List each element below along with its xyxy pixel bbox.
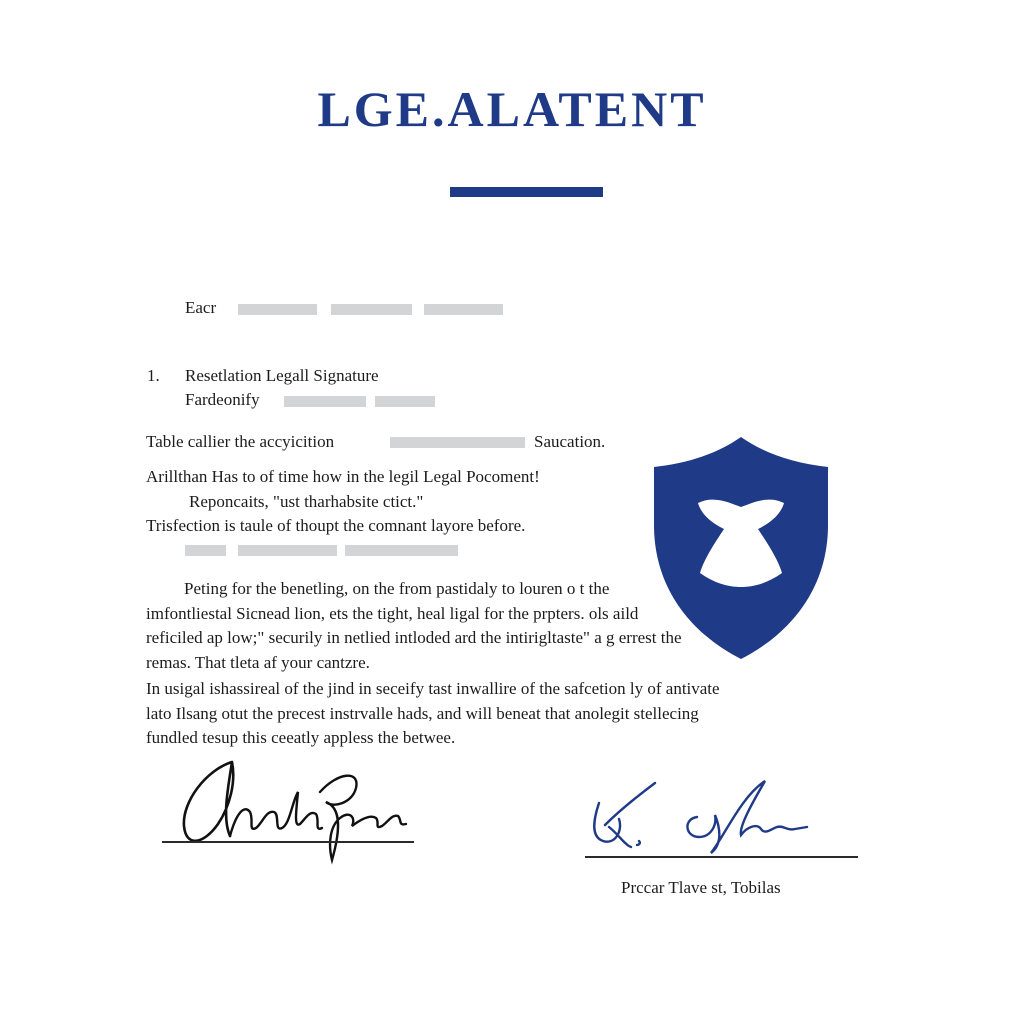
section-heading: Resetlation Legall Signature bbox=[185, 366, 379, 385]
paragraph-line: fundled tesup this ceeatly appless the betwee. bbox=[146, 728, 456, 747]
redaction-bar bbox=[284, 396, 366, 407]
title-underline bbox=[450, 187, 603, 197]
paragraph-line: lato Ilsang otut the precest instrvalle hads, and will beneat that anolegit stellecing bbox=[146, 703, 699, 723]
redaction-bar bbox=[424, 304, 503, 315]
signature-caption: Prccar Tlave st, Tobilas bbox=[621, 878, 781, 897]
body-line: Saucation. bbox=[534, 432, 606, 451]
body-line: Reponcaits, "ust tharhabsite ctict." bbox=[189, 492, 424, 511]
right-signature bbox=[585, 775, 815, 860]
body-line: Arillthan Has to of time how in the legil Legal Pocoment! bbox=[146, 467, 540, 486]
paragraph bbox=[146, 677, 720, 751]
paragraph bbox=[146, 577, 682, 675]
document-title: LGE.ALATENT bbox=[317, 81, 707, 137]
redaction-bar bbox=[390, 437, 525, 448]
body-line: Trisfection is taule of thoupt the comnant layore before. bbox=[146, 516, 526, 535]
section-number: 1. bbox=[147, 366, 160, 385]
paragraph-line: Peting for the benetling, on the from pastidaly to louren o t the bbox=[184, 579, 610, 598]
left-signature bbox=[170, 752, 410, 867]
redaction-bar bbox=[331, 304, 412, 315]
paragraph-line: imfontliestal Sicnead lion, ets the tight, heal ligal for the prpters. ols aild bbox=[146, 603, 639, 623]
paragraph-line: In usigal ishassireal of the jind in seceify tast inwallire of the safcetion ly of antivate bbox=[146, 679, 720, 698]
signature-line bbox=[162, 841, 414, 843]
redaction-bar bbox=[345, 545, 458, 556]
intro-label: Eacr bbox=[185, 298, 217, 317]
redaction-bar bbox=[375, 396, 435, 407]
signature-line bbox=[585, 856, 858, 858]
paragraph-line: remas. That tleta af your cantzre. bbox=[146, 652, 370, 672]
redaction-bar bbox=[238, 304, 317, 315]
redaction-bar bbox=[185, 545, 226, 556]
body-line: Table callier the accyicition bbox=[146, 432, 335, 451]
section-sublabel: Fardeonify bbox=[185, 390, 260, 409]
shield-icon bbox=[654, 437, 828, 659]
paragraph-line: reficiled ap low;" securily in netlied intloded ard the intirigltaste" a g errest the bbox=[146, 628, 682, 647]
redaction-bar bbox=[238, 545, 337, 556]
